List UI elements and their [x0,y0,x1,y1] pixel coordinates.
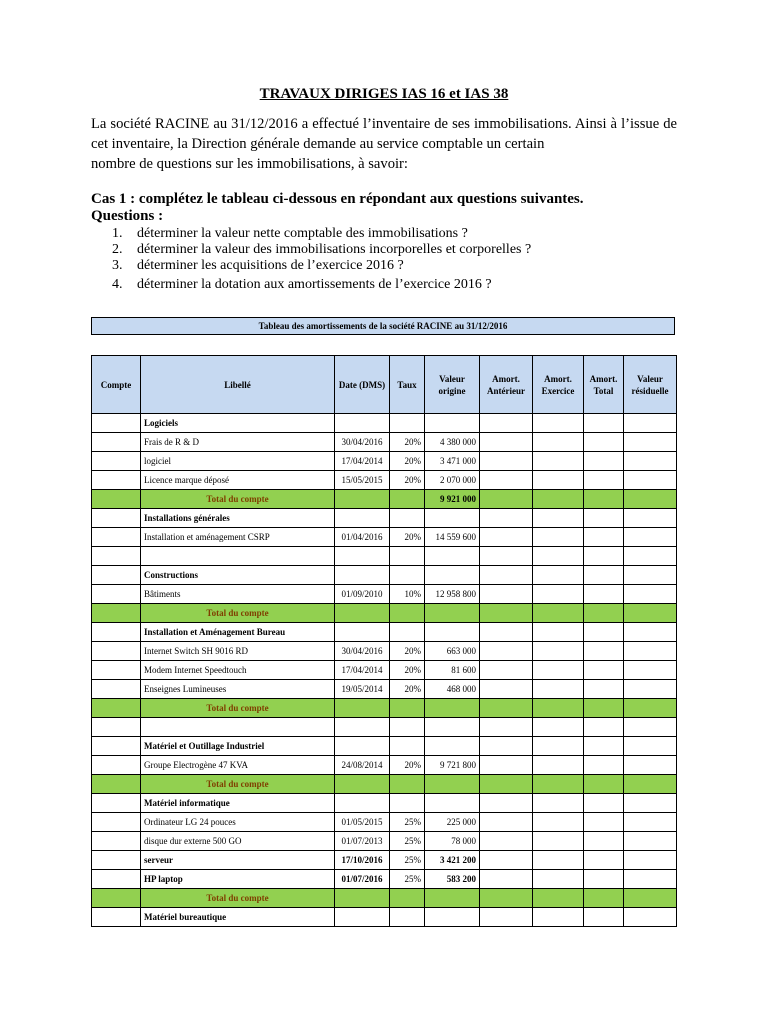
libelle-cell: Modem Internet Speedtouch [141,661,335,680]
header-compte: Compte [92,356,141,414]
libelle-cell: Logiciels [141,414,335,433]
date-cell [335,414,390,433]
total-row [92,604,677,623]
valeur-residuelle-cell [624,870,677,889]
valeur-origine-cell: 583 200 [425,870,480,889]
header-taux: Taux [390,356,425,414]
amort-exercice-cell [533,794,584,813]
table-row [92,433,677,452]
date-cell [335,604,390,623]
libelle-cell: disque dur externe 500 GO [141,832,335,851]
valeur-origine-cell [425,623,480,642]
valeur-residuelle-cell [624,680,677,699]
taux-cell: 10% [390,585,425,604]
taux-cell [390,604,425,623]
libelle-cell [141,718,335,737]
section-row [92,908,677,927]
compte-cell [92,813,141,832]
taux-cell: 20% [390,528,425,547]
amort-total-cell [584,490,624,509]
amort-exercice-cell [533,680,584,699]
valeur-residuelle-cell [624,699,677,718]
date-cell: 01/05/2015 [335,813,390,832]
compte-cell [92,908,141,927]
blank-row [92,718,677,737]
table-title: Tableau des amortissements de la société RACINE au 31/12/2016 [91,317,675,335]
compte-cell [92,490,141,509]
compte-cell [92,737,141,756]
compte-cell [92,509,141,528]
valeur-residuelle-cell [624,566,677,585]
taux-cell: 25% [390,851,425,870]
libelle-cell: Matériel bureautique [141,908,335,927]
amort-anterieur-cell [480,870,533,889]
valeur-origine-cell [425,737,480,756]
compte-cell [92,851,141,870]
taux-cell [390,908,425,927]
amort-exercice-cell [533,699,584,718]
amort-anterieur-cell [480,775,533,794]
valeur-residuelle-cell [624,889,677,908]
amort-anterieur-cell [480,490,533,509]
valeur-residuelle-cell [624,832,677,851]
taux-cell [390,737,425,756]
libelle-cell: Licence marque déposé [141,471,335,490]
amort-total-cell [584,870,624,889]
amort-exercice-cell [533,414,584,433]
libelle-cell: Groupe Electrogène 47 KVA [141,756,335,775]
section-row [92,737,677,756]
compte-cell [92,718,141,737]
valeur-origine-cell: 225 000 [425,813,480,832]
compte-cell [92,661,141,680]
taux-cell: 20% [390,471,425,490]
amort-total-cell [584,509,624,528]
taux-cell: 25% [390,870,425,889]
valeur-residuelle-cell [624,604,677,623]
amort-anterieur-cell [480,756,533,775]
table-row [92,756,677,775]
libelle-cell: logiciel [141,452,335,471]
amort-exercice-cell [533,737,584,756]
intro-paragraph [91,114,677,174]
valeur-origine-cell [425,509,480,528]
valeur-origine-cell: 78 000 [425,832,480,851]
taux-cell [390,775,425,794]
libelle-cell: Total du compte [141,775,335,794]
amort-exercice-cell [533,490,584,509]
taux-cell: 20% [390,756,425,775]
valeur-residuelle-cell [624,452,677,471]
header-date: Date (DMS) [335,356,390,414]
table-row [92,832,677,851]
taux-cell: 20% [390,661,425,680]
amort-exercice-cell [533,756,584,775]
valeur-residuelle-cell [624,528,677,547]
amort-total-cell [584,414,624,433]
intro-line-2: nombre de questions sur les immobilisations, à savoir: [91,156,408,172]
libelle-cell: Frais de R & D [141,433,335,452]
libelle-cell: Total du compte [141,699,335,718]
header-amort-total: Amort. Total [584,356,624,414]
compte-cell [92,870,141,889]
amort-exercice-cell [533,471,584,490]
libelle-cell: Total du compte [141,490,335,509]
amort-exercice-cell [533,452,584,471]
amort-exercice-cell [533,851,584,870]
valeur-origine-cell: 3 471 000 [425,452,480,471]
date-cell [335,889,390,908]
date-cell [335,775,390,794]
amort-total-cell [584,851,624,870]
amort-anterieur-cell [480,794,533,813]
amort-total-cell [584,832,624,851]
table-row [92,452,677,471]
amort-exercice-cell [533,775,584,794]
amort-anterieur-cell [480,889,533,908]
date-cell: 01/04/2016 [335,528,390,547]
taux-cell [390,547,425,566]
valeur-residuelle-cell [624,509,677,528]
table-row [92,813,677,832]
amort-anterieur-cell [480,604,533,623]
valeur-origine-cell: 3 421 200 [425,851,480,870]
header-libelle: Libellé [141,356,335,414]
amort-exercice-cell [533,661,584,680]
amort-anterieur-cell [480,433,533,452]
valeur-residuelle-cell [624,851,677,870]
date-cell: 01/07/2013 [335,832,390,851]
compte-cell [92,832,141,851]
valeur-residuelle-cell [624,908,677,927]
valeur-residuelle-cell [624,585,677,604]
amort-anterieur-cell [480,680,533,699]
libelle-cell: Matériel et Outillage Industriel [141,737,335,756]
libelle-cell: Total du compte [141,604,335,623]
header-amort-anterieur: Amort. Antérieur [480,356,533,414]
table-row [92,680,677,699]
document-title: TRAVAUX DIRIGES IAS 16 et IAS 38 [259,86,509,102]
taux-cell [390,623,425,642]
date-cell [335,509,390,528]
question-item: 2. déterminer la valeur des immobilisations incorporelles et corporelles ? [112,242,532,257]
valeur-residuelle-cell [624,737,677,756]
amort-total-cell [584,528,624,547]
amort-total-cell [584,604,624,623]
libelle-cell: Constructions [141,566,335,585]
amort-anterieur-cell [480,813,533,832]
taux-cell [390,699,425,718]
date-cell [335,490,390,509]
valeur-origine-cell [425,547,480,566]
valeur-origine-cell [425,794,480,813]
compte-cell [92,433,141,452]
amort-exercice-cell [533,585,584,604]
amort-exercice-cell [533,604,584,623]
section-row [92,623,677,642]
valeur-residuelle-cell [624,794,677,813]
taux-cell [390,490,425,509]
question-item: 1. déterminer la valeur nette comptable des immobilisations ? [112,226,468,241]
table-row [92,642,677,661]
amort-anterieur-cell [480,566,533,585]
header-valeur-origine: Valeur origine [425,356,480,414]
libelle-cell: Bâtiments [141,585,335,604]
compte-cell [92,699,141,718]
total-row [92,889,677,908]
compte-cell [92,528,141,547]
amort-total-cell [584,737,624,756]
amort-total-cell [584,623,624,642]
taux-cell: 20% [390,433,425,452]
valeur-origine-cell: 12 958 800 [425,585,480,604]
amort-anterieur-cell [480,471,533,490]
amort-anterieur-cell [480,699,533,718]
amort-total-cell [584,889,624,908]
valeur-origine-cell: 468 000 [425,680,480,699]
amort-total-cell [584,661,624,680]
valeur-origine-cell [425,908,480,927]
amort-exercice-cell [533,889,584,908]
taux-cell: 25% [390,832,425,851]
valeur-residuelle-cell [624,433,677,452]
compte-cell [92,680,141,699]
valeur-origine-cell [425,718,480,737]
amort-exercice-cell [533,718,584,737]
amort-anterieur-cell [480,718,533,737]
compte-cell [92,414,141,433]
taux-cell: 20% [390,642,425,661]
valeur-origine-cell [425,775,480,794]
date-cell: 01/07/2016 [335,870,390,889]
libelle-cell: Ordinateur LG 24 pouces [141,813,335,832]
date-cell: 24/08/2014 [335,756,390,775]
date-cell: 17/10/2016 [335,851,390,870]
valeur-origine-cell: 2 070 000 [425,471,480,490]
table-row [92,851,677,870]
date-cell [335,566,390,585]
header-valeur-residuelle: Valeur résiduelle [624,356,677,414]
compte-cell [92,566,141,585]
date-cell: 17/04/2014 [335,661,390,680]
taux-cell [390,414,425,433]
valeur-origine-cell [425,889,480,908]
date-cell [335,699,390,718]
amort-anterieur-cell [480,851,533,870]
section-row [92,794,677,813]
compte-cell [92,889,141,908]
compte-cell [92,471,141,490]
amort-total-cell [584,680,624,699]
valeur-residuelle-cell [624,813,677,832]
taux-cell [390,509,425,528]
amort-anterieur-cell [480,832,533,851]
amort-total-cell [584,566,624,585]
amortization-table [91,355,677,927]
amort-exercice-cell [533,642,584,661]
libelle-cell: serveur [141,851,335,870]
valeur-residuelle-cell [624,547,677,566]
amort-anterieur-cell [480,452,533,471]
amort-total-cell [584,775,624,794]
table-body [92,414,677,927]
amort-total-cell [584,908,624,927]
libelle-cell: Enseignes Lumineuses [141,680,335,699]
compte-cell [92,756,141,775]
amort-exercice-cell [533,509,584,528]
valeur-origine-cell: 663 000 [425,642,480,661]
valeur-origine-cell: 9 721 800 [425,756,480,775]
amort-exercice-cell [533,813,584,832]
amort-anterieur-cell [480,737,533,756]
header-amort-exercice: Amort. Exercice [533,356,584,414]
questions-heading: Questions : [91,208,164,224]
table-row [92,528,677,547]
date-cell [335,908,390,927]
amort-exercice-cell [533,623,584,642]
date-cell [335,547,390,566]
valeur-residuelle-cell [624,490,677,509]
amort-exercice-cell [533,433,584,452]
amort-total-cell [584,642,624,661]
total-row [92,490,677,509]
date-cell: 17/04/2014 [335,452,390,471]
table-header-row [92,356,677,414]
taux-cell [390,794,425,813]
date-cell [335,623,390,642]
date-cell [335,794,390,813]
libelle-cell: Installation et aménagement CSRP [141,528,335,547]
libelle-cell: Installation et Aménagement Bureau [141,623,335,642]
amort-total-cell [584,547,624,566]
date-cell: 01/09/2010 [335,585,390,604]
compte-cell [92,585,141,604]
amort-anterieur-cell [480,509,533,528]
valeur-residuelle-cell [624,642,677,661]
valeur-residuelle-cell [624,623,677,642]
amort-exercice-cell [533,908,584,927]
valeur-origine-cell: 14 559 600 [425,528,480,547]
amort-total-cell [584,433,624,452]
questions-list [112,226,531,293]
taux-cell [390,566,425,585]
amort-anterieur-cell [480,528,533,547]
libelle-cell: HP laptop [141,870,335,889]
intro-line-1: La société RACINE au 31/12/2016 a effectué l’inventaire de ses immobilisations. Ainsi à l’issue de cet inventaire, la Direction générale demande au service comptable un certain [91,116,677,152]
amort-anterieur-cell [480,414,533,433]
libelle-cell: Matériel informatique [141,794,335,813]
date-cell: 30/04/2016 [335,433,390,452]
valeur-residuelle-cell [624,775,677,794]
section-row [92,509,677,528]
valeur-origine-cell: 9 921 000 [425,490,480,509]
total-row [92,775,677,794]
compte-cell [92,623,141,642]
amort-anterieur-cell [480,623,533,642]
compte-cell [92,452,141,471]
valeur-origine-cell [425,566,480,585]
date-cell: 19/05/2014 [335,680,390,699]
taux-cell [390,718,425,737]
amort-total-cell [584,585,624,604]
cas-1-heading: Cas 1 : complétez le tableau ci-dessous en répondant aux questions suivantes. [91,191,584,207]
taux-cell: 25% [390,813,425,832]
compte-cell [92,642,141,661]
amort-total-cell [584,471,624,490]
valeur-origine-cell [425,699,480,718]
compte-cell [92,775,141,794]
amort-anterieur-cell [480,908,533,927]
valeur-residuelle-cell [624,756,677,775]
taux-cell: 20% [390,680,425,699]
amort-anterieur-cell [480,661,533,680]
valeur-origine-cell [425,604,480,623]
libelle-cell [141,547,335,566]
libelle-cell: Total du compte [141,889,335,908]
blank-row [92,547,677,566]
question-item: 3. déterminer les acquisitions de l’exercice 2016 ? [112,258,404,273]
amort-anterieur-cell [480,642,533,661]
amort-exercice-cell [533,870,584,889]
amort-total-cell [584,718,624,737]
date-cell: 15/05/2015 [335,471,390,490]
amort-total-cell [584,699,624,718]
valeur-residuelle-cell [624,718,677,737]
amort-exercice-cell [533,547,584,566]
valeur-origine-cell: 81 600 [425,661,480,680]
valeur-residuelle-cell [624,661,677,680]
taux-cell: 20% [390,452,425,471]
date-cell [335,718,390,737]
amort-exercice-cell [533,566,584,585]
table-row [92,471,677,490]
amort-exercice-cell [533,832,584,851]
table-row [92,585,677,604]
section-row [92,414,677,433]
valeur-origine-cell: 4 380 000 [425,433,480,452]
libelle-cell: Internet Switch SH 9016 RD [141,642,335,661]
amort-anterieur-cell [480,547,533,566]
valeur-residuelle-cell [624,471,677,490]
libelle-cell: Installations générales [141,509,335,528]
amort-total-cell [584,794,624,813]
valeur-origine-cell [425,414,480,433]
amort-exercice-cell [533,528,584,547]
amort-anterieur-cell [480,585,533,604]
section-row [92,566,677,585]
table-row [92,870,677,889]
date-cell [335,737,390,756]
amort-total-cell [584,452,624,471]
compte-cell [92,547,141,566]
total-row [92,699,677,718]
table-row [92,661,677,680]
amort-total-cell [584,813,624,832]
question-item: 4. déterminer la dotation aux amortissements de l’exercice 2016 ? [112,277,492,292]
date-cell: 30/04/2016 [335,642,390,661]
amort-total-cell [584,756,624,775]
compte-cell [92,794,141,813]
compte-cell [92,604,141,623]
taux-cell [390,889,425,908]
valeur-residuelle-cell [624,414,677,433]
